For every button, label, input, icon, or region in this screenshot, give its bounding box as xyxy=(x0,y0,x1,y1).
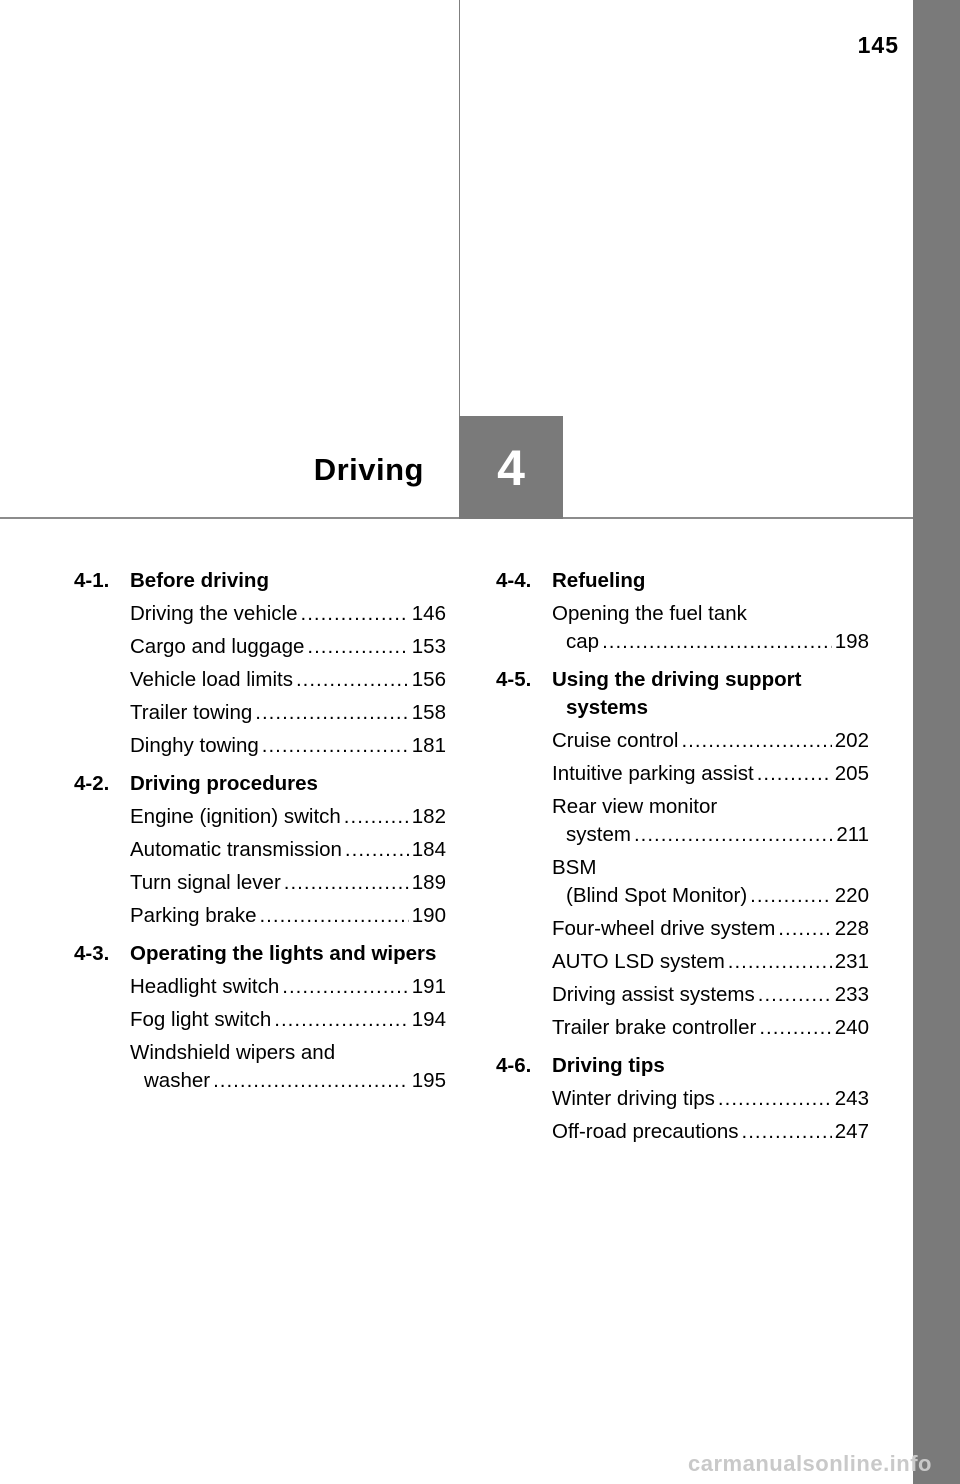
entry-row xyxy=(552,915,869,943)
toc-section xyxy=(74,940,446,1095)
entry-page-number: 220 xyxy=(834,884,869,907)
entry-row xyxy=(130,732,446,760)
entry-row xyxy=(552,1014,869,1042)
toc-section xyxy=(496,1052,869,1146)
entry-page-number: 195 xyxy=(411,1069,446,1092)
dot-leader xyxy=(718,1085,832,1113)
toc-entry[interactable] xyxy=(552,1085,869,1113)
section-number: 4-2. xyxy=(74,772,110,795)
entry-page-number: 247 xyxy=(834,1120,869,1143)
dot-leader xyxy=(344,803,409,831)
toc-entry[interactable] xyxy=(130,600,446,628)
entry-row xyxy=(130,1006,446,1034)
section-title: Before driving xyxy=(130,569,269,592)
entry-title: (Blind Spot Monitor) xyxy=(566,884,748,907)
dot-leader xyxy=(758,981,832,1009)
toc-entry[interactable] xyxy=(130,1039,446,1095)
toc-entry[interactable] xyxy=(552,1014,869,1042)
toc-entry[interactable] xyxy=(130,902,446,930)
entry-row xyxy=(130,633,446,661)
entry-title-line: BSM xyxy=(552,856,597,879)
toc-entry[interactable] xyxy=(130,836,446,864)
toc-entry[interactable] xyxy=(552,1118,869,1146)
dot-leader xyxy=(602,628,832,656)
entry-row xyxy=(552,1118,869,1146)
toc-entry[interactable] xyxy=(130,973,446,1001)
section-title: Driving procedures xyxy=(130,772,318,795)
dot-leader xyxy=(307,633,408,661)
page-number: 145 xyxy=(857,32,899,58)
dot-leader xyxy=(728,948,832,976)
entry-row xyxy=(552,981,869,1009)
entry-title: cap xyxy=(566,630,600,653)
toc-entry[interactable] xyxy=(130,699,446,727)
entry-title-line: Opening the fuel tank xyxy=(552,602,747,625)
dot-leader xyxy=(681,727,831,755)
toc-section xyxy=(496,567,869,656)
entry-title: Off-road precautions xyxy=(552,1120,739,1143)
toc-entry[interactable] xyxy=(552,854,869,910)
toc-entry[interactable] xyxy=(552,981,869,1009)
entry-page-number: 198 xyxy=(834,630,869,653)
chapter-number-box xyxy=(459,416,563,519)
entry-row xyxy=(130,699,446,727)
entry-row xyxy=(552,760,869,788)
entry-row xyxy=(130,869,446,897)
entry-title: washer xyxy=(144,1069,211,1092)
dot-leader xyxy=(301,600,409,628)
entry-page-number: 184 xyxy=(411,838,446,861)
entry-page-number: 181 xyxy=(411,734,446,757)
toc-entry[interactable] xyxy=(130,803,446,831)
toc-left-column xyxy=(74,567,446,1105)
toc-entry[interactable] xyxy=(552,793,869,849)
entry-title: Turn signal lever xyxy=(130,871,281,894)
section-number: 4-3. xyxy=(74,942,110,965)
entry-page-number: 190 xyxy=(411,904,446,927)
entry-row xyxy=(130,1067,446,1095)
entry-row xyxy=(130,803,446,831)
entry-title-line: Windshield wipers and xyxy=(130,1041,336,1064)
toc-entry[interactable] xyxy=(552,948,869,976)
entry-row xyxy=(130,600,446,628)
section-heading xyxy=(496,666,869,722)
entry-row xyxy=(552,948,869,976)
entry-title: Four-wheel drive system xyxy=(552,917,776,940)
entry-title: Dinghy towing xyxy=(130,734,259,757)
section-heading xyxy=(74,567,446,595)
entry-page-number: 156 xyxy=(411,668,446,691)
entry-row xyxy=(130,836,446,864)
section-number: 4-5. xyxy=(496,668,532,691)
section-title: Driving tips xyxy=(552,1054,665,1077)
entry-row xyxy=(130,666,446,694)
entry-title: Headlight switch xyxy=(130,975,280,998)
dot-leader xyxy=(262,732,409,760)
entry-title: Automatic transmission xyxy=(130,838,342,861)
section-number: 4-4. xyxy=(496,569,532,592)
entry-row xyxy=(552,821,869,849)
side-tab-bar xyxy=(913,0,960,1484)
section-heading xyxy=(74,770,446,798)
section-title: Refueling xyxy=(552,569,646,592)
entry-page-number: 182 xyxy=(411,805,446,828)
watermark: carmanualsonline.info xyxy=(688,1451,932,1476)
entry-title: Parking brake xyxy=(130,904,257,927)
dot-leader xyxy=(213,1067,409,1095)
dot-leader xyxy=(255,699,409,727)
section-number: 4-6. xyxy=(496,1054,532,1077)
entry-page-number: 158 xyxy=(411,701,446,724)
entry-page-number: 153 xyxy=(411,635,446,658)
toc-section xyxy=(74,567,446,760)
entry-page-number: 231 xyxy=(834,950,869,973)
toc-entry[interactable] xyxy=(130,666,446,694)
entry-title: Cruise control xyxy=(552,729,679,752)
entry-row xyxy=(552,727,869,755)
toc-entry[interactable] xyxy=(130,633,446,661)
dot-leader xyxy=(750,882,832,910)
entry-page-number: 202 xyxy=(834,729,869,752)
toc-entry[interactable] xyxy=(130,869,446,897)
section-title: Operating the lights and wipers xyxy=(130,942,437,965)
entry-page-number: 243 xyxy=(834,1087,869,1110)
toc-entry[interactable] xyxy=(552,915,869,943)
entry-page-number: 191 xyxy=(411,975,446,998)
toc-entry[interactable] xyxy=(130,732,446,760)
entry-row xyxy=(552,1085,869,1113)
entry-page-number: 240 xyxy=(834,1016,869,1039)
entry-title-line: Rear view monitor xyxy=(552,795,718,818)
entry-title: Driving the vehicle xyxy=(130,602,298,625)
entry-page-number: 205 xyxy=(834,762,869,785)
entry-row xyxy=(552,628,869,656)
entry-title: Engine (ignition) switch xyxy=(130,805,341,828)
section-number: 4-1. xyxy=(74,569,110,592)
section-heading xyxy=(496,567,869,595)
entry-title: Driving assist systems xyxy=(552,983,755,1006)
section-heading xyxy=(74,940,446,968)
dot-leader xyxy=(345,836,409,864)
entry-page-number: 146 xyxy=(411,602,446,625)
entry-page-number: 228 xyxy=(834,917,869,940)
entry-row xyxy=(130,902,446,930)
toc-section xyxy=(496,666,869,1042)
dot-leader xyxy=(296,666,409,694)
toc-entry[interactable] xyxy=(552,600,869,656)
chapter-number: 4 xyxy=(497,439,525,496)
entry-title: Intuitive parking assist xyxy=(552,762,754,785)
entry-title: Trailer towing xyxy=(130,701,253,724)
section-heading xyxy=(496,1052,869,1080)
entry-page-number: 211 xyxy=(836,823,869,846)
section-title: Using the driving support systems xyxy=(552,668,802,719)
dot-leader xyxy=(284,869,409,897)
toc-entry[interactable] xyxy=(552,760,869,788)
vertical-divider xyxy=(459,0,460,416)
entry-title: AUTO LSD system xyxy=(552,950,725,973)
dot-leader xyxy=(778,915,831,943)
toc-section xyxy=(74,770,446,930)
entry-row xyxy=(552,882,869,910)
dot-leader xyxy=(274,1006,409,1034)
entry-row xyxy=(130,973,446,1001)
toc-right-column xyxy=(496,567,869,1156)
toc-entry[interactable] xyxy=(552,727,869,755)
entry-page-number: 194 xyxy=(411,1008,446,1031)
entry-page-number: 233 xyxy=(834,983,869,1006)
entry-title: Fog light switch xyxy=(130,1008,272,1031)
dot-leader xyxy=(259,902,408,930)
entry-title: Winter driving tips xyxy=(552,1087,715,1110)
dot-leader xyxy=(759,1014,831,1042)
dot-leader xyxy=(742,1118,832,1146)
entry-title: Trailer brake controller xyxy=(552,1016,757,1039)
dot-leader xyxy=(757,760,832,788)
chapter-title: Driving xyxy=(313,452,424,487)
toc-entry[interactable] xyxy=(130,1006,446,1034)
entry-title: Vehicle load limits xyxy=(130,668,293,691)
entry-title: system xyxy=(566,823,631,846)
dot-leader xyxy=(282,973,409,1001)
horizontal-divider xyxy=(0,517,913,519)
entry-title: Cargo and luggage xyxy=(130,635,305,658)
entry-page-number: 189 xyxy=(411,871,446,894)
dot-leader xyxy=(634,821,833,849)
